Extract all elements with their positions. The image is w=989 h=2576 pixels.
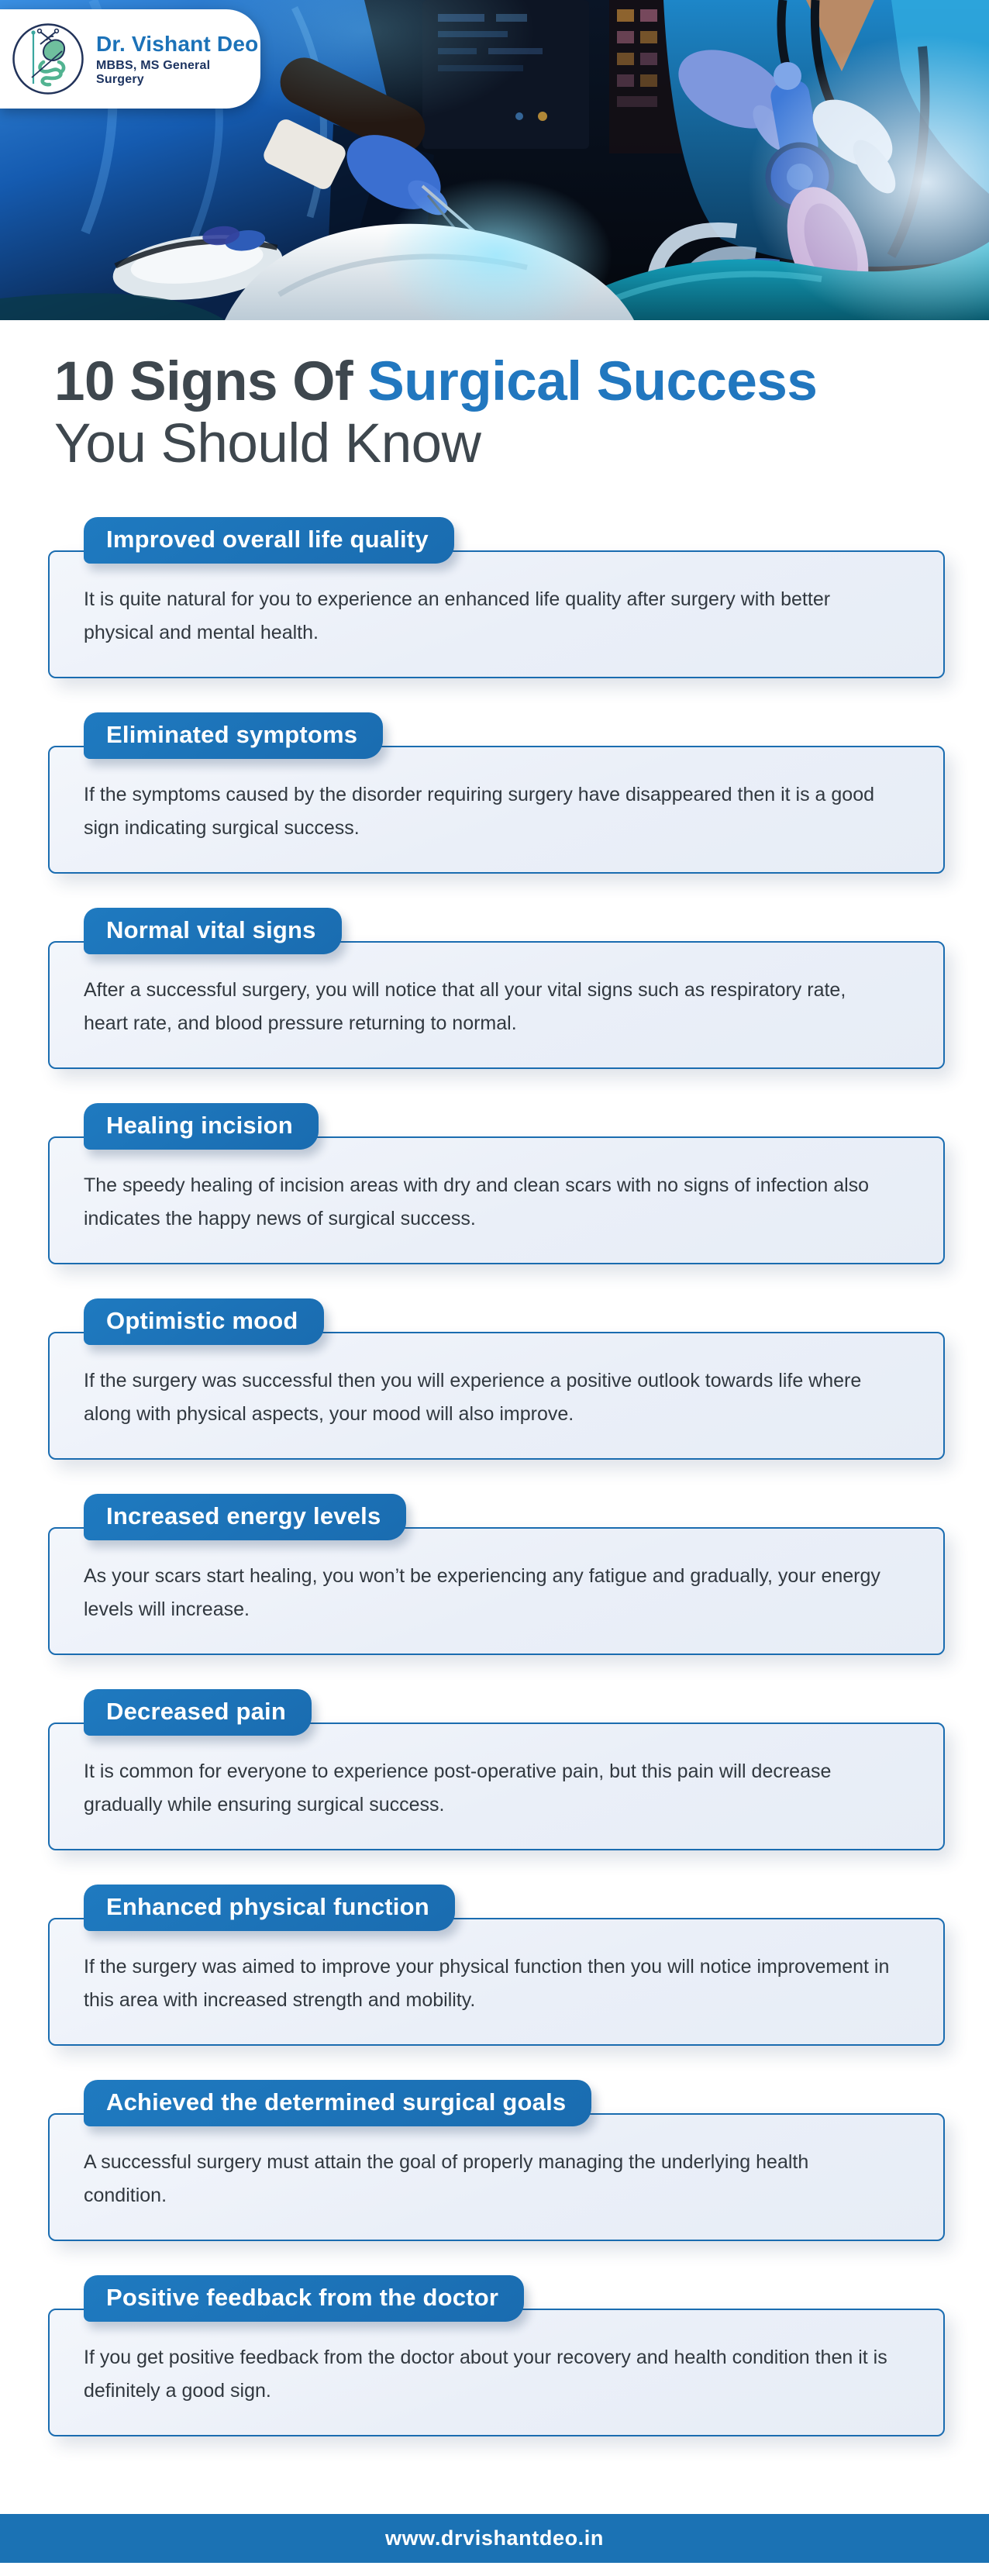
card-body xyxy=(48,2113,945,2241)
card-body-text: The speedy healing of incision areas with dry and clean scars with no signs of infection also indicates the happy news of surgical success. xyxy=(84,1174,870,1229)
sign-card xyxy=(48,1298,945,1460)
title-highlight: Surgical Success xyxy=(367,351,818,412)
card-heading-tab: Improved overall life quality xyxy=(84,517,454,564)
brand-name: Dr. Vishant Deo xyxy=(96,31,259,56)
header-photo xyxy=(0,0,989,320)
brand-text xyxy=(96,32,260,87)
card-body xyxy=(48,1136,945,1264)
title-section xyxy=(0,320,989,475)
card-heading-tab: Healing incision xyxy=(84,1103,319,1150)
sign-card xyxy=(48,2080,945,2241)
card-body-text: It is common for everyone to experience post-operative pain, but this pain will decrease gradually while ensuring surgical success. xyxy=(84,1760,832,1816)
card-heading-tab: Enhanced physical function xyxy=(84,1885,455,1931)
card-body xyxy=(48,1332,945,1460)
card-heading-tab: Achieved the determined surgical goals xyxy=(84,2080,591,2126)
sign-card xyxy=(48,908,945,1069)
title-part1: 10 Signs Of xyxy=(54,351,368,412)
website-link[interactable]: www.drvishantdeo.in xyxy=(385,2526,604,2550)
sign-card xyxy=(48,517,945,678)
card-heading-tab: Optimistic mood xyxy=(84,1298,324,1345)
footer-bar xyxy=(0,2514,989,2563)
card-body xyxy=(48,1527,945,1655)
card-body xyxy=(48,1918,945,2046)
sign-card xyxy=(48,712,945,874)
card-body-text: A successful surgery must attain the goal of properly managing the underlying health condition. xyxy=(84,2151,809,2206)
card-body-text: After a successful surgery, you will notice that all your vital signs such as respiratory rate, heart rate, and blood pressure returning to normal. xyxy=(84,979,846,1034)
card-body xyxy=(48,2309,945,2436)
card-body-text: If you get positive feedback from the doctor about your recovery and health condition then it is definitely a good sign. xyxy=(84,2347,887,2402)
card-heading-tab: Eliminated symptoms xyxy=(84,712,383,759)
sign-card xyxy=(48,2275,945,2436)
sign-card xyxy=(48,1103,945,1264)
card-body xyxy=(48,746,945,874)
card-heading-tab: Increased energy levels xyxy=(84,1494,406,1540)
sign-card xyxy=(48,1885,945,2046)
card-body xyxy=(48,550,945,678)
card-heading-tab: Decreased pain xyxy=(84,1689,312,1736)
page-title xyxy=(54,351,942,475)
brand-badge xyxy=(0,9,260,109)
card-body xyxy=(48,941,945,1069)
card-body-text: If the surgery was successful then you will experience a positive outlook towards life where along with physical aspects, your mood will also improve. xyxy=(84,1370,862,1425)
brand-credentials: MBBS, MS General Surgery xyxy=(96,58,211,86)
card-body-text: If the surgery was aimed to improve your physical function then you will notice improvement in this area with increased strength and mobility. xyxy=(84,1956,890,2011)
signs-list xyxy=(0,517,989,2514)
card-body-text: It is quite natural for you to experience an enhanced life quality after surgery with better physical and mental health. xyxy=(84,588,831,643)
card-heading-tab: Positive feedback from the doctor xyxy=(84,2275,524,2322)
card-body-text: If the symptoms caused by the disorder requiring surgery have disappeared then it is a good sign indicating surgical success. xyxy=(84,784,875,839)
card-heading-tab: Normal vital signs xyxy=(84,908,342,954)
card-body xyxy=(48,1723,945,1850)
sign-card xyxy=(48,1494,945,1655)
card-body-text: As your scars start healing, you won’t be experiencing any fatigue and gradually, your energy levels will increase. xyxy=(84,1565,880,1620)
sign-card xyxy=(48,1689,945,1850)
gi-tract-surgery-logo-icon xyxy=(11,22,85,96)
title-line2: You Should Know xyxy=(54,413,481,475)
